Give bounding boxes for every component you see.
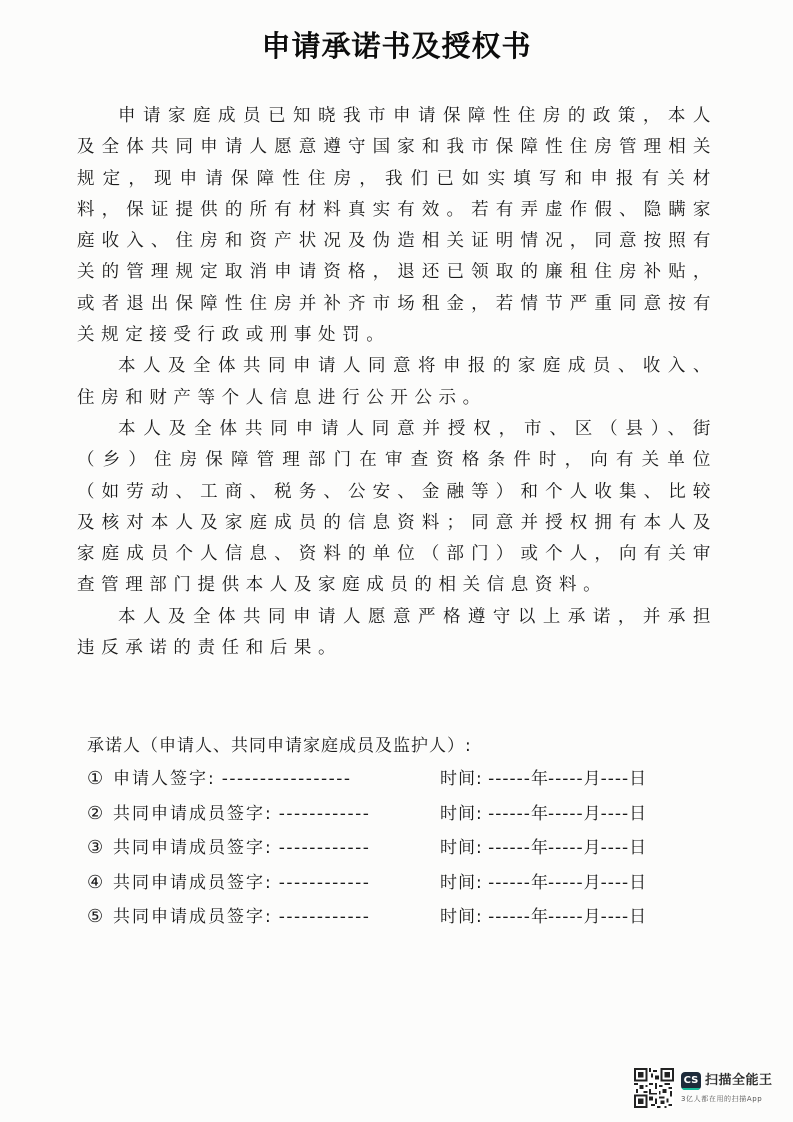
- day-field[interactable]: ----: [600, 872, 630, 893]
- signature-section: [87, 730, 727, 935]
- brand-tagline: 3亿人都在用的扫描App: [681, 1095, 763, 1103]
- date-group: [440, 831, 646, 865]
- signature-label: 申请人签字:: [113, 769, 216, 789]
- document-body: [77, 101, 717, 664]
- day-unit: 日: [629, 769, 647, 789]
- year-unit: 年: [530, 838, 548, 858]
- day-unit: 日: [629, 803, 647, 824]
- year-field[interactable]: ------: [488, 872, 531, 893]
- signature-field[interactable]: ------------: [278, 838, 371, 858]
- brand-name: 扫描全能王: [705, 1073, 773, 1088]
- signature-label: 共同申请成员签字:: [113, 838, 273, 858]
- paragraph-responsibility: 本人及全体共同申请人愿意严格遵守以上承诺，并承担违反承诺的责任和后果。: [77, 606, 717, 659]
- year-field[interactable]: ------: [488, 769, 531, 789]
- row-number: ⑤: [87, 906, 104, 927]
- month-unit: 月: [583, 872, 601, 893]
- year-unit: 年: [530, 872, 548, 893]
- day-unit: 日: [629, 838, 647, 858]
- camscanner-logo: CS: [681, 1072, 701, 1090]
- row-number: ①: [87, 768, 104, 789]
- time-label: 时间:: [440, 769, 483, 789]
- day-unit: 日: [629, 907, 647, 927]
- signature-label: 共同申请成员签字:: [113, 907, 273, 927]
- signature-field[interactable]: ------------: [278, 803, 371, 824]
- row-number: ④: [87, 871, 104, 893]
- day-field[interactable]: ----: [600, 769, 630, 789]
- time-label: 时间:: [440, 872, 483, 893]
- year-unit: 年: [530, 769, 548, 789]
- month-field[interactable]: -----: [547, 769, 584, 789]
- time-label: 时间:: [440, 907, 483, 927]
- month-field[interactable]: -----: [547, 907, 584, 927]
- month-field[interactable]: -----: [547, 838, 584, 858]
- year-field[interactable]: ------: [488, 803, 531, 824]
- page-title: 申请承诺书及授权书: [261, 29, 532, 63]
- day-field[interactable]: ----: [600, 803, 630, 824]
- date-group: [440, 866, 646, 900]
- month-field[interactable]: -----: [547, 872, 584, 893]
- scanner-watermark: [634, 1068, 793, 1112]
- signature-row: [87, 900, 727, 935]
- row-number: ②: [87, 802, 104, 824]
- signature-row: [87, 762, 727, 797]
- date-group: [440, 797, 646, 831]
- paragraph-disclosure: 本人及全体共同申请人同意将申报的家庭成员、收入、住房和财产等个人信息进行公开公示。: [77, 356, 717, 408]
- signature-field[interactable]: ------------: [278, 872, 371, 893]
- row-number: ③: [87, 837, 104, 858]
- signature-field[interactable]: -----------------: [221, 769, 352, 789]
- year-unit: 年: [530, 803, 548, 824]
- day-unit: 日: [629, 872, 647, 893]
- month-unit: 月: [583, 838, 601, 858]
- year-unit: 年: [530, 907, 548, 927]
- signature-field[interactable]: ------------: [278, 907, 371, 927]
- time-label: 时间:: [440, 838, 483, 858]
- qr-code-icon: [634, 1068, 674, 1108]
- date-group: [440, 762, 646, 796]
- signature-label: 共同申请成员签字:: [113, 803, 273, 824]
- signature-heading: 承诺人（申请人、共同申请家庭成员及监护人）:: [87, 736, 472, 756]
- time-label: 时间:: [440, 803, 483, 824]
- date-group: [440, 900, 646, 934]
- month-unit: 月: [583, 769, 601, 789]
- signature-label: 共同申请成员签字:: [113, 872, 273, 893]
- year-field[interactable]: ------: [488, 907, 531, 927]
- paragraph-commitment: 申请家庭成员已知晓我市申请保障性住房的政策，本人及全体共同申请人愿意遵守国家和我市保障性住房管理相关规定，现申请保障性住房，我们已如实填写和申报有关材料，保证提供的所有材料真实有效。若有弄虚作假、隐瞒家庭收入、住房和资产状况及伪造相关证明情况，同意按照有关的管理规定取消申请资格，退还已领取的廉租住房补贴，或者退出保障性住房并补齐市场租金，若情节严重同意按有关规定接受行政或刑事处罚。: [77, 106, 717, 346]
- signature-row: [87, 866, 727, 901]
- day-field[interactable]: ----: [600, 907, 630, 927]
- day-field[interactable]: ----: [600, 838, 630, 858]
- year-field[interactable]: ------: [488, 838, 531, 858]
- month-unit: 月: [583, 803, 601, 824]
- month-unit: 月: [583, 907, 601, 927]
- signature-row: [87, 797, 727, 832]
- paragraph-authorization: 本人及全体共同申请人同意并授权，市、区（县）、街（乡）住房保障管理部门在审查资格条件时，向有关单位（如劳动、工商、税务、公安、金融等）和个人收集、比较及核对本人及家庭成员的信息资料；同意并授权拥有本人及家庭成员个人信息、资料的单位（部门）或个人，向有关审查管理部门提供本人及家庭成员的相关信息资料。: [77, 418, 717, 596]
- signature-row: [87, 831, 727, 866]
- month-field[interactable]: -----: [547, 803, 584, 824]
